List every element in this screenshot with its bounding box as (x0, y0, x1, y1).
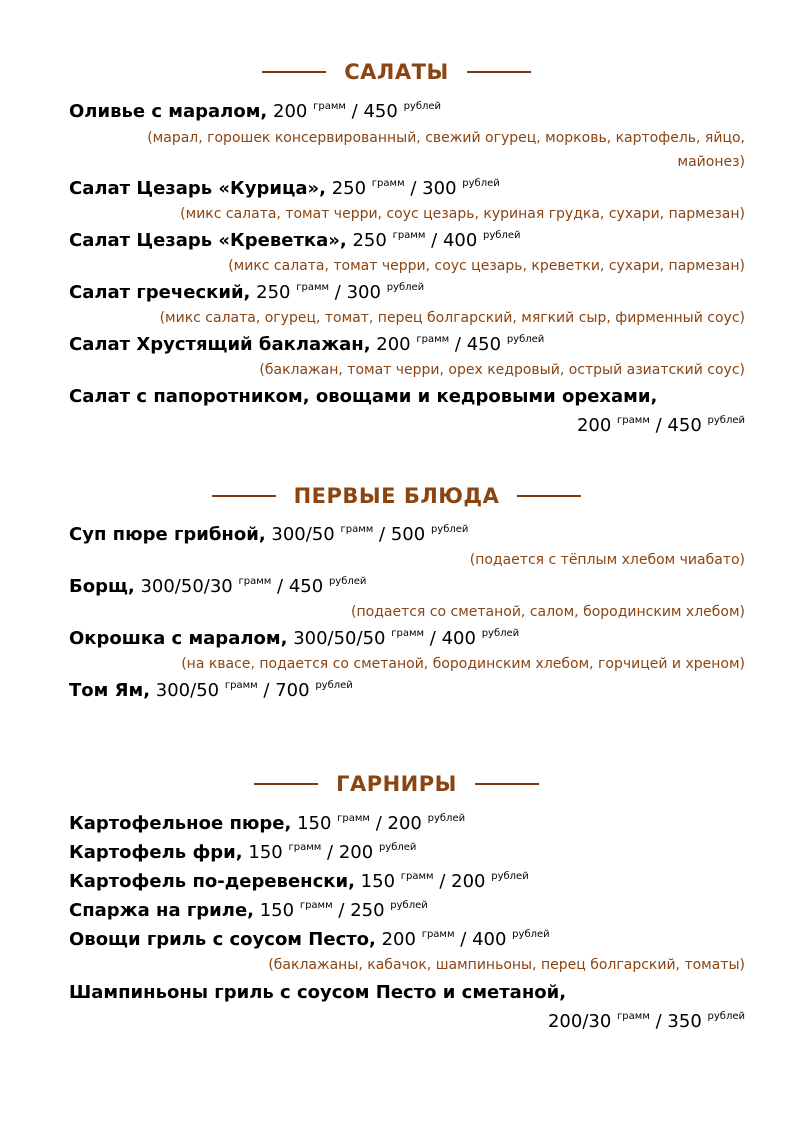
price-unit: рублей (491, 871, 529, 882)
menu-item: Картофель фри, 150 $^{грамм}$ / 200 $^{рублей}$ (69, 842, 417, 863)
divider-line-left (212, 495, 276, 497)
price-unit: рублей (430, 524, 469, 535)
item-description: (баклажаны, кабачок, шампиньоны, перец болгарский, томаты) (268, 957, 745, 973)
weight-unit: грамм (299, 900, 333, 911)
item-description: (на квасе, подается со сметаной, бородинским хлебом, горчицей и хреном) (181, 656, 745, 672)
weight-unit: грамм (224, 680, 258, 691)
item-weight: 150 (248, 842, 283, 863)
item-name: Овощи гриль с соусом Песто, (69, 929, 376, 950)
item-price: 200 (451, 871, 486, 892)
item-name: Оливье с маралом, (69, 101, 268, 122)
price-unit: рублей (390, 900, 428, 911)
price-unit: рублей (483, 230, 521, 241)
menu-item: Спаржа на гриле, 150 $^{грамм}$ / 250 $^{рублей}$ (69, 900, 428, 921)
item-weight: 300/50/50 (293, 628, 386, 649)
item-description: (подается со сметаной, салом, бородинским хлебом) (351, 604, 745, 620)
item-weight: 300/50/30 (140, 576, 233, 597)
divider-line-right (517, 495, 581, 497)
item-name: Борщ, (69, 576, 135, 597)
item-name: Картофель по-деревенски, (69, 871, 355, 892)
item-description: (микс салата, томат черри, соус цезарь, креветки, сухари, пармезан) (228, 258, 745, 274)
price-unit: рублей (462, 178, 500, 189)
section-title: ГАРНИРЫ (336, 772, 457, 796)
item-name: Картофель фри, (69, 842, 243, 863)
price-unit: рублей (378, 842, 417, 853)
item-name: Картофельное пюре, (69, 813, 292, 834)
item-price: 450 (363, 101, 398, 122)
item-name: Салат Хрустящий баклажан, (69, 334, 371, 355)
menu-item: Том Ям, 300/50 $^{грамм}$ / 700 $^{рублей}$ (69, 680, 353, 701)
section-header-soups (0, 482, 793, 508)
section-title: САЛАТЫ (344, 60, 449, 84)
price-unit: рублей (328, 576, 367, 587)
menu-item: Салат Хрустящий баклажан, 200 $^{грамм}$ / 450 $^{рублей}$ (баклажан, томат черри, орех кедровый, острый азиатский соус) (69, 332, 745, 382)
item-weight: 200 (576, 415, 612, 436)
item-name: Суп пюре грибной, (69, 524, 266, 545)
item-price: 450 (288, 576, 324, 597)
item-name: Салат Цезарь «Креветка», (69, 230, 347, 251)
item-description: (микс салата, огурец, томат, перец болгарский, мягкий сыр, фирменный соус) (159, 310, 745, 326)
item-name: Салат с папоротником, овощами и кедровыми орехами, (69, 386, 658, 407)
item-weight: 250 (256, 282, 291, 303)
item-price: 500 (390, 524, 426, 545)
menu-item: Суп пюре грибной, 300/50 $^{грамм}$ / 500 $^{рублей}$ (подается с тёплым хлебом чиабато) (69, 522, 745, 572)
section-header-sides (0, 770, 793, 796)
item-description: (микс салата, томат черри, соус цезарь, куриная грудка, сухари, пармезан) (180, 206, 745, 222)
item-weight: 200 (381, 929, 416, 950)
menu-item: Борщ, 300/50/30 $^{грамм}$ / 450 $^{рублей}$ (подается со сметаной, салом, бородинским хлебом) (69, 574, 745, 624)
price-unit: рублей (315, 680, 353, 691)
price-unit: рублей (427, 813, 466, 824)
weight-unit: грамм (416, 334, 450, 345)
item-weight: 200 (376, 334, 411, 355)
weight-unit: грамм (392, 230, 426, 241)
item-price: 400 (441, 628, 476, 649)
menu-item: Салат с папоротником, овощами и кедровыми орехами, 200 $^{грамм}$ / 450 $^{рублей}$ (69, 386, 745, 436)
weight-unit: грамм (313, 101, 346, 112)
item-weight: 300/50 (155, 680, 220, 701)
item-name: Спаржа на гриле, (69, 900, 254, 921)
item-name: Том Ям, (69, 680, 151, 701)
price-unit: рублей (512, 929, 550, 940)
weight-unit: грамм (617, 415, 650, 426)
section-title: ПЕРВЫЕ БЛЮДА (293, 484, 500, 508)
menu-item: Картофель по-деревенски, 150 $^{грамм}$ / 200 $^{рублей}$ (69, 871, 529, 892)
price-unit: рублей (707, 415, 745, 426)
item-weight: 250 (331, 178, 367, 199)
weight-unit: грамм (391, 628, 425, 639)
menu-item: Салат греческий, 250 $^{грамм}$ / 300 $^{рублей}$ (микс салата, огурец, томат, перец болгарский, мягкий сыр, фирменный соус) (69, 280, 745, 330)
item-price: 450 (466, 334, 502, 355)
item-description: (марал, горошек консервированный, свежий огурец, морковь, картофель, яйцо, майонез) (147, 130, 745, 170)
item-price: 200 (387, 813, 422, 834)
section-header-salads (0, 58, 793, 84)
item-weight: 300/50 (271, 524, 335, 545)
menu-item: Оливье с маралом, 200 $^{грамм}$ / 450 $^{рублей}$ (марал, горошек консервированный, свежий огурец, морковь, картофель, яйцо, майонез) (69, 99, 745, 174)
item-price: 250 (350, 900, 385, 921)
menu-item: Картофельное пюре, 150 $^{грамм}$ / 200 $^{рублей}$ (69, 813, 466, 834)
weight-unit: грамм (340, 524, 374, 535)
price-unit: рублей (506, 334, 545, 345)
item-weight: 200/30 (547, 1011, 612, 1032)
item-price: 400 (472, 929, 507, 950)
item-price: 350 (667, 1011, 702, 1032)
item-price: 700 (275, 680, 310, 701)
item-weight: 150 (259, 900, 295, 921)
divider-line-right (467, 71, 531, 73)
menu-item: Окрошка с маралом, 300/50/50 $^{грамм}$ / 400 $^{рублей}$ (на квасе, подается со сметаной, бородинским хлебом, горчицей и хреном) (69, 626, 745, 676)
item-price: 400 (442, 230, 478, 251)
item-name: Салат греческий, (69, 282, 251, 303)
menu-item: Овощи гриль с соусом Песто, 200 $^{грамм}$ / 400 $^{рублей}$ (баклажаны, кабачок, шампиньоны, перец болгарский, томаты) (69, 927, 745, 977)
item-name: Салат Цезарь «Курица», (69, 178, 326, 199)
item-weight: 150 (297, 813, 332, 834)
weight-unit: грамм (421, 929, 455, 940)
item-price: 300 (422, 178, 457, 199)
weight-unit: грамм (238, 576, 272, 587)
menu-item: Салат Цезарь «Креветка», 250 $^{грамм}$ / 400 $^{рублей}$ (микс салата, томат черри, соус цезарь, креветки, сухари, пармезан) (69, 228, 745, 278)
weight-unit: грамм (400, 871, 434, 882)
item-price: 200 (338, 842, 374, 863)
divider-line-left (262, 71, 326, 73)
weight-unit: грамм (337, 813, 370, 824)
weight-unit: грамм (288, 842, 322, 853)
price-unit: рублей (386, 282, 425, 293)
price-unit: рублей (707, 1011, 745, 1022)
item-description: (баклажан, томат черри, орех кедровый, острый азиатский соус) (259, 362, 745, 378)
price-unit: рублей (481, 628, 520, 639)
price-unit: рублей (403, 101, 442, 112)
divider-line-left (254, 783, 318, 785)
weight-unit: грамм (296, 282, 330, 293)
divider-line-right (475, 783, 539, 785)
menu-item: Шампиньоны гриль с соусом Песто и сметаной, 200/30 $^{грамм}$ / 350 $^{рублей}$ (69, 982, 745, 1032)
item-price: 450 (667, 415, 702, 436)
weight-unit: грамм (371, 178, 405, 189)
item-weight: 250 (352, 230, 387, 251)
item-name: Окрошка с маралом, (69, 628, 288, 649)
weight-unit: грамм (617, 1011, 650, 1022)
item-weight: 150 (360, 871, 396, 892)
menu-item: Салат Цезарь «Курица», 250 $^{грамм}$ / 300 $^{рублей}$ (микс салата, томат черри, соус цезарь, куриная грудка, сухари, пармезан) (69, 176, 745, 226)
item-name: Шампиньоны гриль с соусом Песто и сметаной, (69, 982, 567, 1003)
item-price: 300 (346, 282, 381, 303)
item-weight: 200 (273, 101, 308, 122)
item-description: (подается с тёплым хлебом чиабато) (469, 552, 745, 568)
